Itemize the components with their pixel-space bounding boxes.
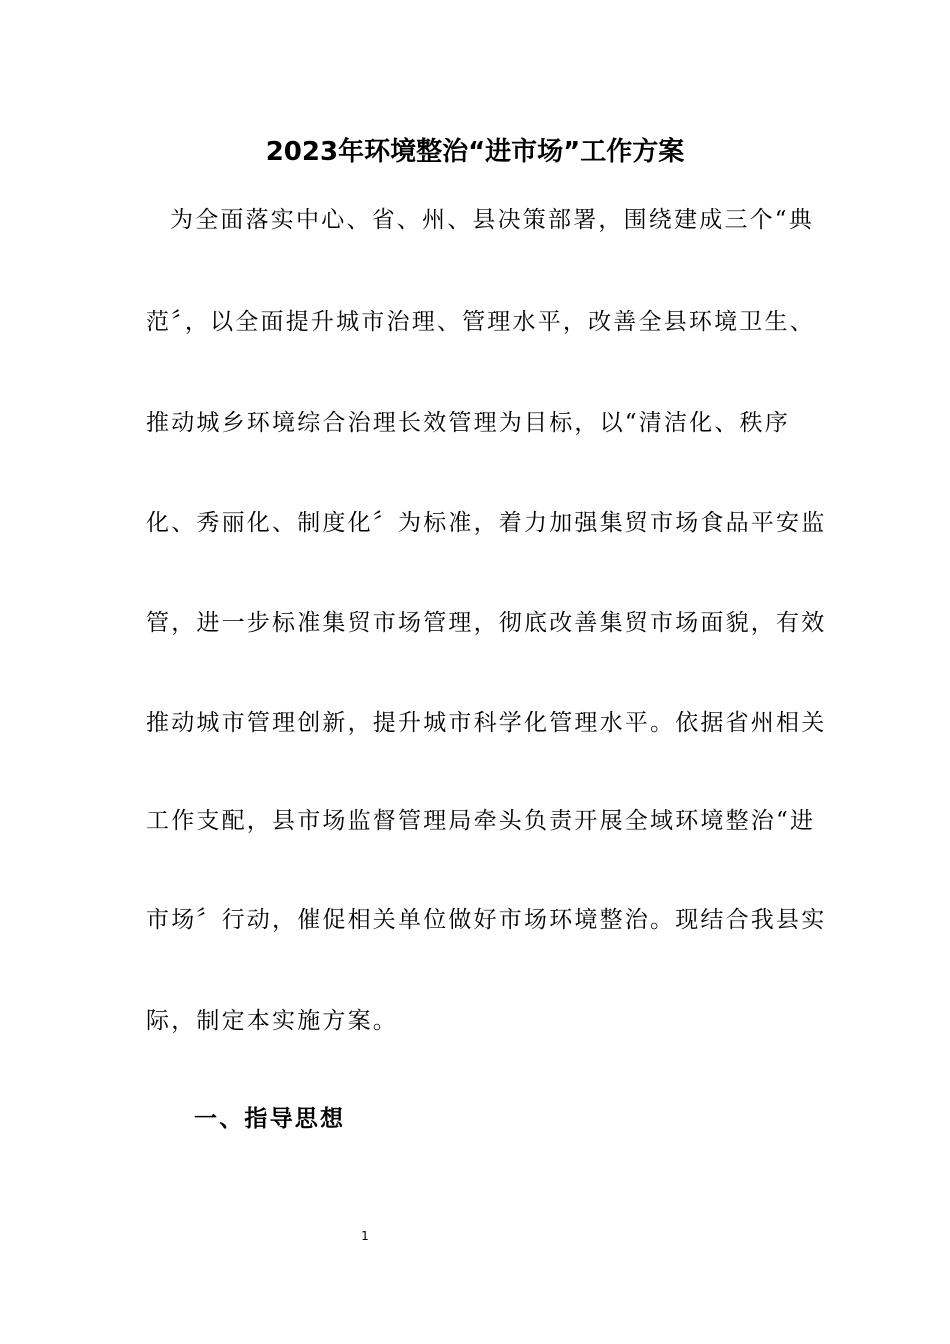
paragraph-line: 际，制定本实施方案。 [146,1008,398,1034]
paragraph-line: 管，进一步标准集贸市场管理，彻底改善集贸市场面貌，有效 [146,610,827,636]
paragraph-line: 为全面落实中心、省、州、县决策部署，围绕建成三个“典 [170,207,814,233]
paragraph-line: 推动城市管理创新，提升城市科学化管理水平。依据省州相关 [146,710,827,736]
paragraph-line: 市场〞行动，催促相关单位做好市场环境整治。现结合我县实 [146,907,827,933]
paragraph-line: 推动城乡环境综合治理长效管理为目标，以“清洁化、秩序 [146,410,790,436]
document-title: 2023年环境整治“进市场”工作方案 [265,137,685,167]
page-number: 1 [361,1229,369,1243]
paragraph-line: 工作支配，县市场监督管理局牵头负责开展全域环境整治“进 [146,808,816,834]
paragraph-line: 化、秀丽化、制度化〞为标准，着力加强集贸市场食品平安监 [146,510,827,536]
section-heading: 一、指导思想 [194,1105,346,1132]
paragraph-line: 范〞，以全面提升城市治理、管理水平，改善全县环境卫生、 [146,309,815,335]
